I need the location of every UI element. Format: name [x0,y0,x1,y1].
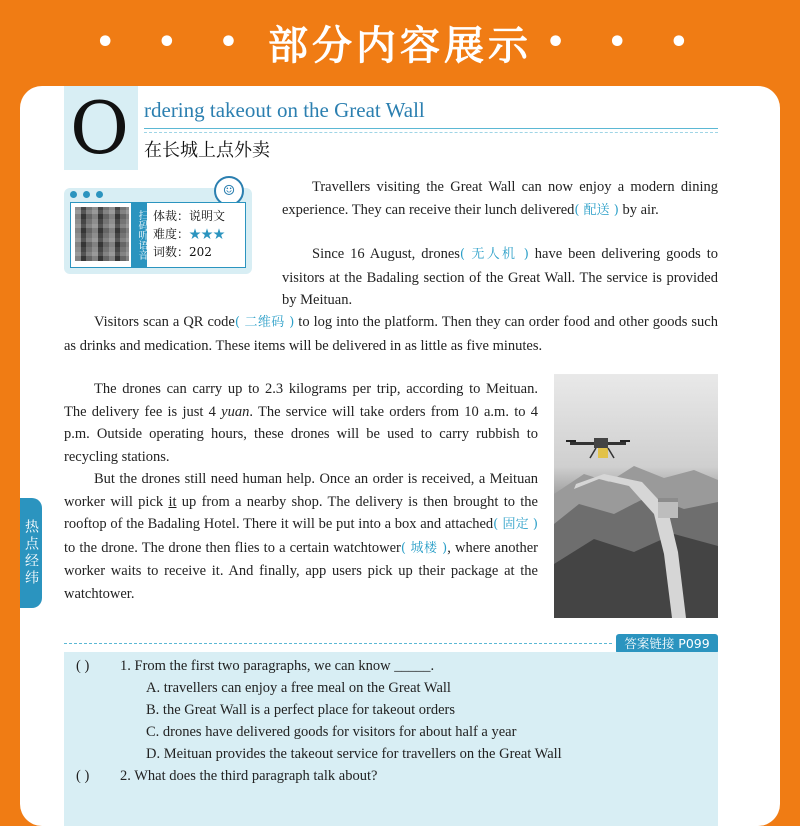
word-count: 词数：202 [153,245,212,259]
gloss-attached: ( 固定 ) [493,517,538,532]
drop-cap-letter: O [70,86,130,170]
paragraph-3: Visitors scan a QR code( 二维码 ) to log into the platform. Then they can order food and other goods such as drinks and medication. These items will be delivered in as little as five minutes. [64,314,718,354]
q1-option-d: D. Meituan provides the takeout service for travellers on the Great Wall [146,746,562,762]
difficulty-stars: ★★★ [189,227,226,241]
answer-link-badge: 答案链接 P099 [616,634,718,654]
scan-audio-label: 扫码听语音 [131,203,147,267]
q1-option-b: B. the Great Wall is a perfect place for takeout orders [146,702,455,718]
card-dots [70,191,103,198]
section-side-tab: 热点经纬 [20,498,42,608]
difficulty: 难度：★★★ [153,227,226,241]
banner-title: 部分内容展示 [268,22,532,69]
genre: 体裁：说明文 [153,209,226,223]
paragraph-2: Since 16 August, drones( 无人机 ) have been delivering goods to visitors at the Badaling section of the Great Wall. The service is provided by Meituan. [282,246,719,308]
chinese-title: 在长城上点外卖 [144,140,270,161]
great-wall-drone-photo [554,374,718,618]
drone-icon [566,438,630,458]
banner-dots-left: • • • [95,24,254,60]
paragraph-5: But the drones still need human help. Once an order is received, a Meituan worker will pick it up from a nearby shop. The delivery is then brought to the rooftop of the Badaling Hotel. There it will be put into a box and attached( 固定 ) to the drone. The drone then flies to a certain watchtower( 城楼 ), where another worker waits to receive it. And finally, app users pick up their package at the watchtower. [64,471,538,602]
q2-answer-blank[interactable]: ( ) [76,768,90,784]
book-page [20,86,780,826]
gloss-watchtower: ( 城楼 ) [400,540,448,556]
q1-answer-blank[interactable]: ( ) [76,658,90,674]
paragraph-1: Travellers visiting the Great Wall can now enjoy a modern dining experience. They can receive their lunch delivered( 配送 ) by air. [282,179,718,218]
q1-stem: 1. From the first two paragraphs, we can know _____. [120,658,435,674]
answer-divider [64,643,612,644]
smiley-icon: ☺ [214,176,244,206]
gloss-drones: ( 无人机 ) [459,247,529,262]
title-divider-dashed [144,132,718,133]
q1-option-a: A. travellers can enjoy a free meal on the Great Wall [146,680,451,696]
banner [0,0,800,84]
gloss-qr-code: ( 二维码 ) [234,315,295,330]
q1-option-c: C. drones have delivered goods for visitors for about half a year [146,724,517,740]
q2-stem: 2. What does the third paragraph talk about? [120,768,378,784]
gloss-delivered: ( 配送 ) [574,202,619,218]
english-title: rdering takeout on the Great Wall [144,98,425,122]
paragraph-4: The drones can carry up to 2.3 kilograms per trip, according to Meituan. The delivery fee is just 4 yuan. The service will take orders from 10 a.m. to 4 p.m. Outside operating hours, these drones will be used to carry rubbish to recycling stations. [64,381,539,465]
title-divider [144,128,718,129]
banner-dots-right: • • • [546,24,705,60]
